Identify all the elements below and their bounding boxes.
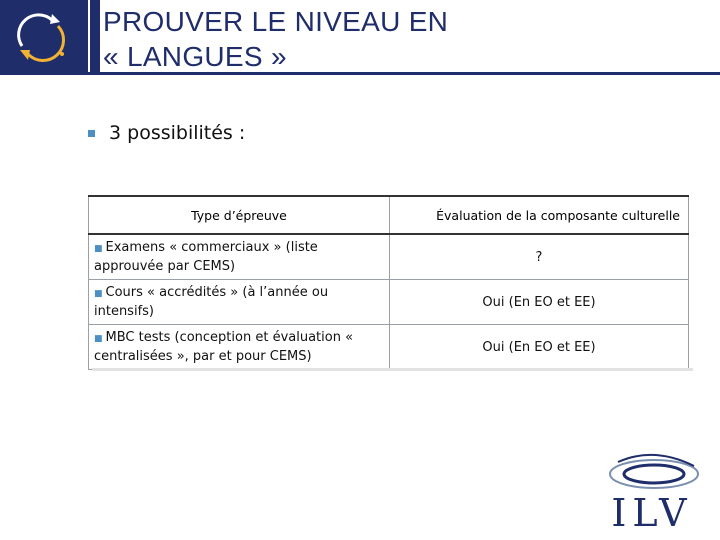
bullet-item	[88, 118, 245, 148]
bullet-text: 3 possibilités :	[109, 122, 246, 144]
table-cell-type	[89, 325, 390, 370]
table-cell-evaluation: Oui (En EO et EE)	[390, 325, 689, 370]
table-cell-evaluation: Oui (En EO et EE)	[390, 280, 689, 325]
table-header-type: Type d’épreuve	[89, 196, 390, 234]
square-bullet-icon: ■	[94, 334, 103, 344]
table-row	[89, 280, 689, 325]
square-bullet-icon: ■	[94, 289, 103, 299]
table-cell-type-text: Examens « commerciaux » (liste approuvée par CEMS)	[94, 240, 318, 274]
table-cell-type-text: MBC tests (conception et évaluation « centralisées », par et pour CEMS)	[94, 330, 354, 364]
title-line-1: PROUVER LE NIVEAU EN	[103, 6, 449, 37]
page-title	[103, 4, 703, 74]
square-bullet-icon	[88, 130, 95, 137]
table-cell-type-text: Cours « accrédités » (à l’année ou intensifs)	[94, 285, 329, 319]
square-bullet-icon: ■	[94, 244, 103, 254]
ilv-logo-text: ILV	[611, 491, 693, 532]
slide-header	[0, 0, 720, 74]
title-line-2: « LANGUES »	[103, 41, 287, 72]
table-cell-evaluation: ?	[390, 234, 689, 280]
ilv-logo	[598, 452, 706, 532]
comparison-table	[88, 195, 689, 370]
circular-arrows-logo-icon	[8, 8, 72, 64]
header-underline	[0, 72, 720, 75]
table-shadow	[92, 368, 693, 371]
header-divider	[88, 0, 90, 72]
table-row	[89, 234, 689, 280]
table-header-row	[89, 196, 689, 234]
table-cell-type	[89, 280, 390, 325]
table-cell-type	[89, 234, 390, 280]
table-row	[89, 325, 689, 370]
table-header-evaluation: Évaluation de la composante culturelle	[390, 196, 689, 234]
